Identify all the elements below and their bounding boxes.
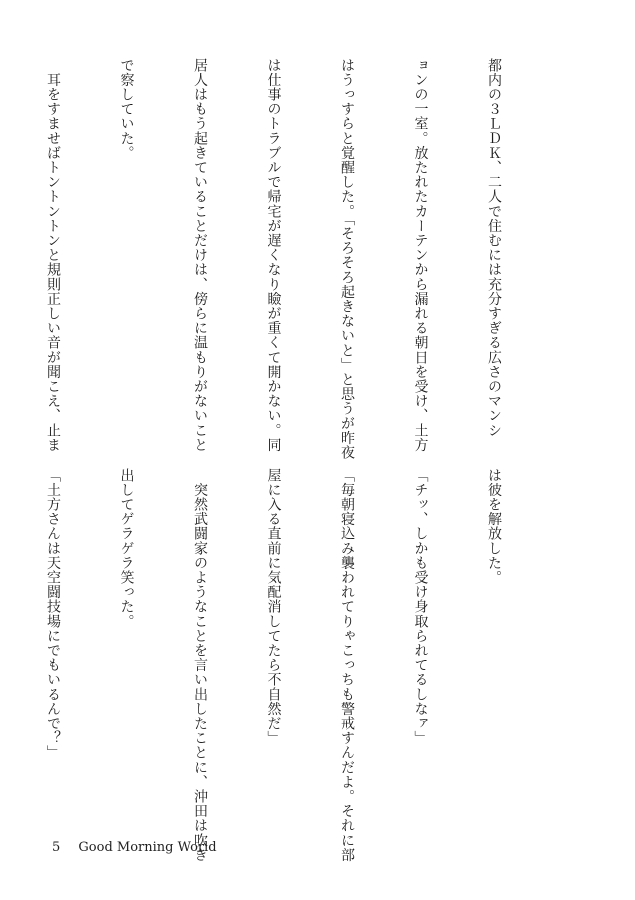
text-column: 「土方さんは天空闘技場にでもいるんで？」 xyxy=(45,468,61,760)
text-column: は仕事のトラブルで帰宅が遅くなり瞼が重くて開かない。同 xyxy=(265,58,282,453)
text-column: 居人はもう起きていることだけは、傍らに温もりがないこと xyxy=(192,58,208,453)
text-column: 屋に入る直前に気配消してたら不自然だ」 xyxy=(265,468,282,746)
page-footer xyxy=(52,840,217,855)
text-column: で察していた。 xyxy=(118,58,135,161)
text-column: はうっすらと覚醒した。「そろそろ起きないと」と思うが昨夜 xyxy=(339,58,355,460)
text-column: 耳をすませばトントントンと規則正しい音が聞こえ、止ま xyxy=(45,58,61,453)
text-column: は彼を解放した。 xyxy=(486,468,502,585)
page-number: 5 xyxy=(52,840,61,855)
text-column: 「毎朝寝込み襲われてりゃこっちも警戒すんだよ。それに部 xyxy=(339,468,355,863)
text-column: ョンの一室。放たれたカーテンから漏れる朝日を受け、土方 xyxy=(412,58,429,453)
text-column: 出してゲラゲラ笑った。 xyxy=(118,468,135,629)
text-column: 「チッ、しかも受け身取られてるしなァ」 xyxy=(412,468,429,746)
text-block-upper xyxy=(45,58,555,460)
running-title: Good Morning World xyxy=(78,840,217,855)
text-column: 都内の３ＬＤＫ、二人で住むには充分すぎる広さのマンシ xyxy=(486,58,502,438)
text-column: 突然武闘家のようなことを言い出したことに、沖田は吹き xyxy=(192,468,208,863)
